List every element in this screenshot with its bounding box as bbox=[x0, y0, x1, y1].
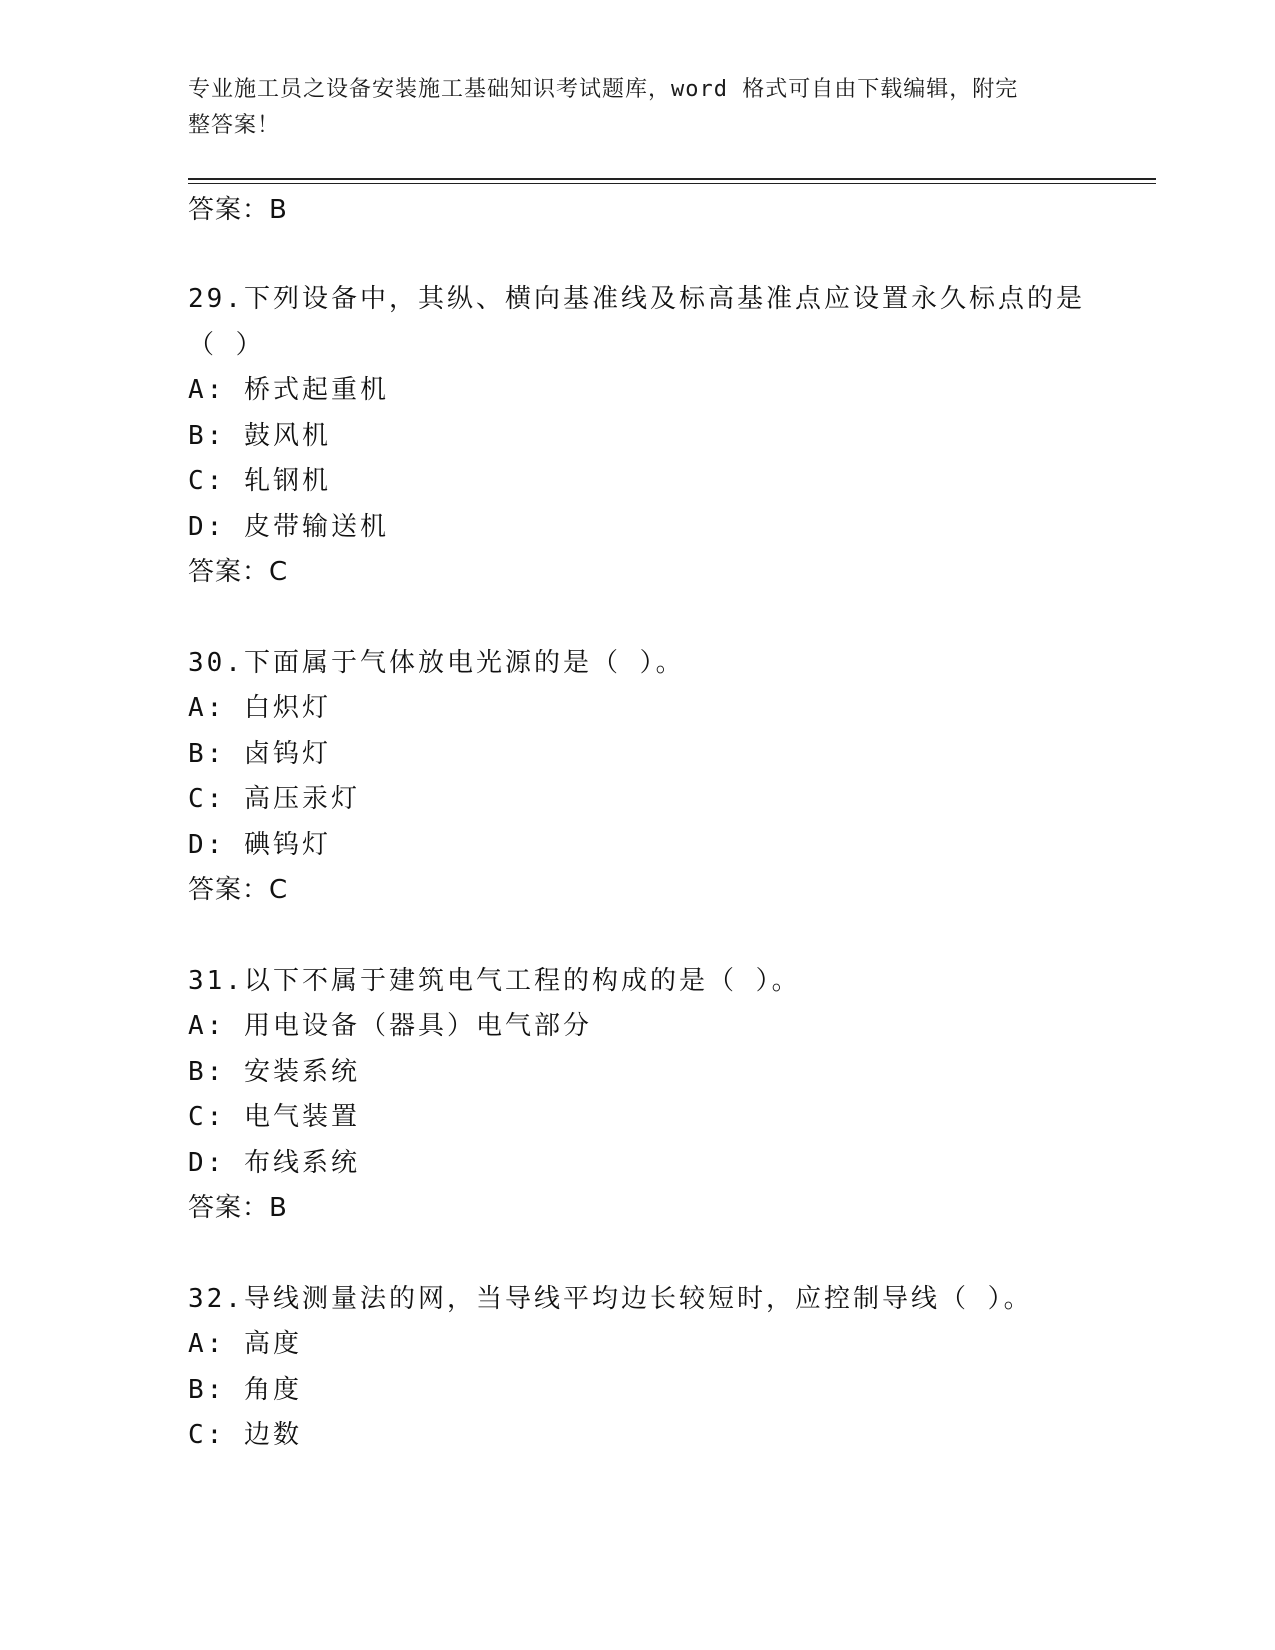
option-b: B: 鼓风机 bbox=[188, 420, 331, 451]
option-b: B: 卤钨灯 bbox=[188, 738, 331, 769]
header-divider bbox=[188, 178, 1156, 180]
option-d: D: 布线系统 bbox=[188, 1147, 360, 1178]
spacer bbox=[188, 914, 1088, 959]
question-stem: 31.以下不属于建筑电气工程的构成的是（ ）。 bbox=[188, 965, 801, 996]
spacer bbox=[188, 232, 1088, 277]
option-b: B: 安装系统 bbox=[188, 1056, 360, 1087]
question-29 bbox=[188, 277, 1088, 596]
option-d: D: 碘钨灯 bbox=[188, 829, 331, 860]
option-d: D: 皮带输送机 bbox=[188, 511, 389, 542]
spacer bbox=[188, 1232, 1088, 1277]
answer: 答案：C bbox=[188, 557, 289, 587]
question-stem: 32.导线测量法的网，当导线平均边长较短时，应控制导线（ ）。 bbox=[188, 1283, 1033, 1314]
question-stem: 29.下列设备中，其纵、横向基准线及标高基准点应设置永久标点的是 bbox=[188, 284, 1085, 314]
answer-28: 答案：B bbox=[188, 195, 288, 225]
page-header bbox=[188, 72, 1068, 144]
option-b: B: 角度 bbox=[188, 1374, 302, 1405]
question-list bbox=[188, 188, 1088, 1459]
question-32 bbox=[188, 1277, 1088, 1459]
question-stem-cont: （ ） bbox=[188, 329, 265, 360]
option-c: C: 边数 bbox=[188, 1420, 302, 1450]
answer: 答案：B bbox=[188, 1193, 288, 1223]
option-a: A: 白炽灯 bbox=[188, 693, 331, 723]
option-a: A: 用电设备（器具）电气部分 bbox=[188, 1011, 592, 1041]
question-30 bbox=[188, 641, 1088, 914]
header-text-line-1: 专业施工员之设备安装施工基础知识考试题库，word 格式可自由下载编辑，附完 bbox=[188, 77, 1019, 102]
option-c: C: 电气装置 bbox=[188, 1102, 360, 1132]
spacer bbox=[188, 596, 1088, 641]
option-c: C: 高压汞灯 bbox=[188, 784, 360, 814]
question-stem: 30.下面属于气体放电光源的是（ ）。 bbox=[188, 647, 685, 678]
question-31 bbox=[188, 959, 1088, 1232]
option-a: A: 桥式起重机 bbox=[188, 375, 389, 405]
option-a: A: 高度 bbox=[188, 1329, 302, 1359]
option-c: C: 轧钢机 bbox=[188, 466, 331, 496]
header-text-line-2: 整答案！ bbox=[188, 113, 281, 138]
answer: 答案：C bbox=[188, 875, 289, 905]
